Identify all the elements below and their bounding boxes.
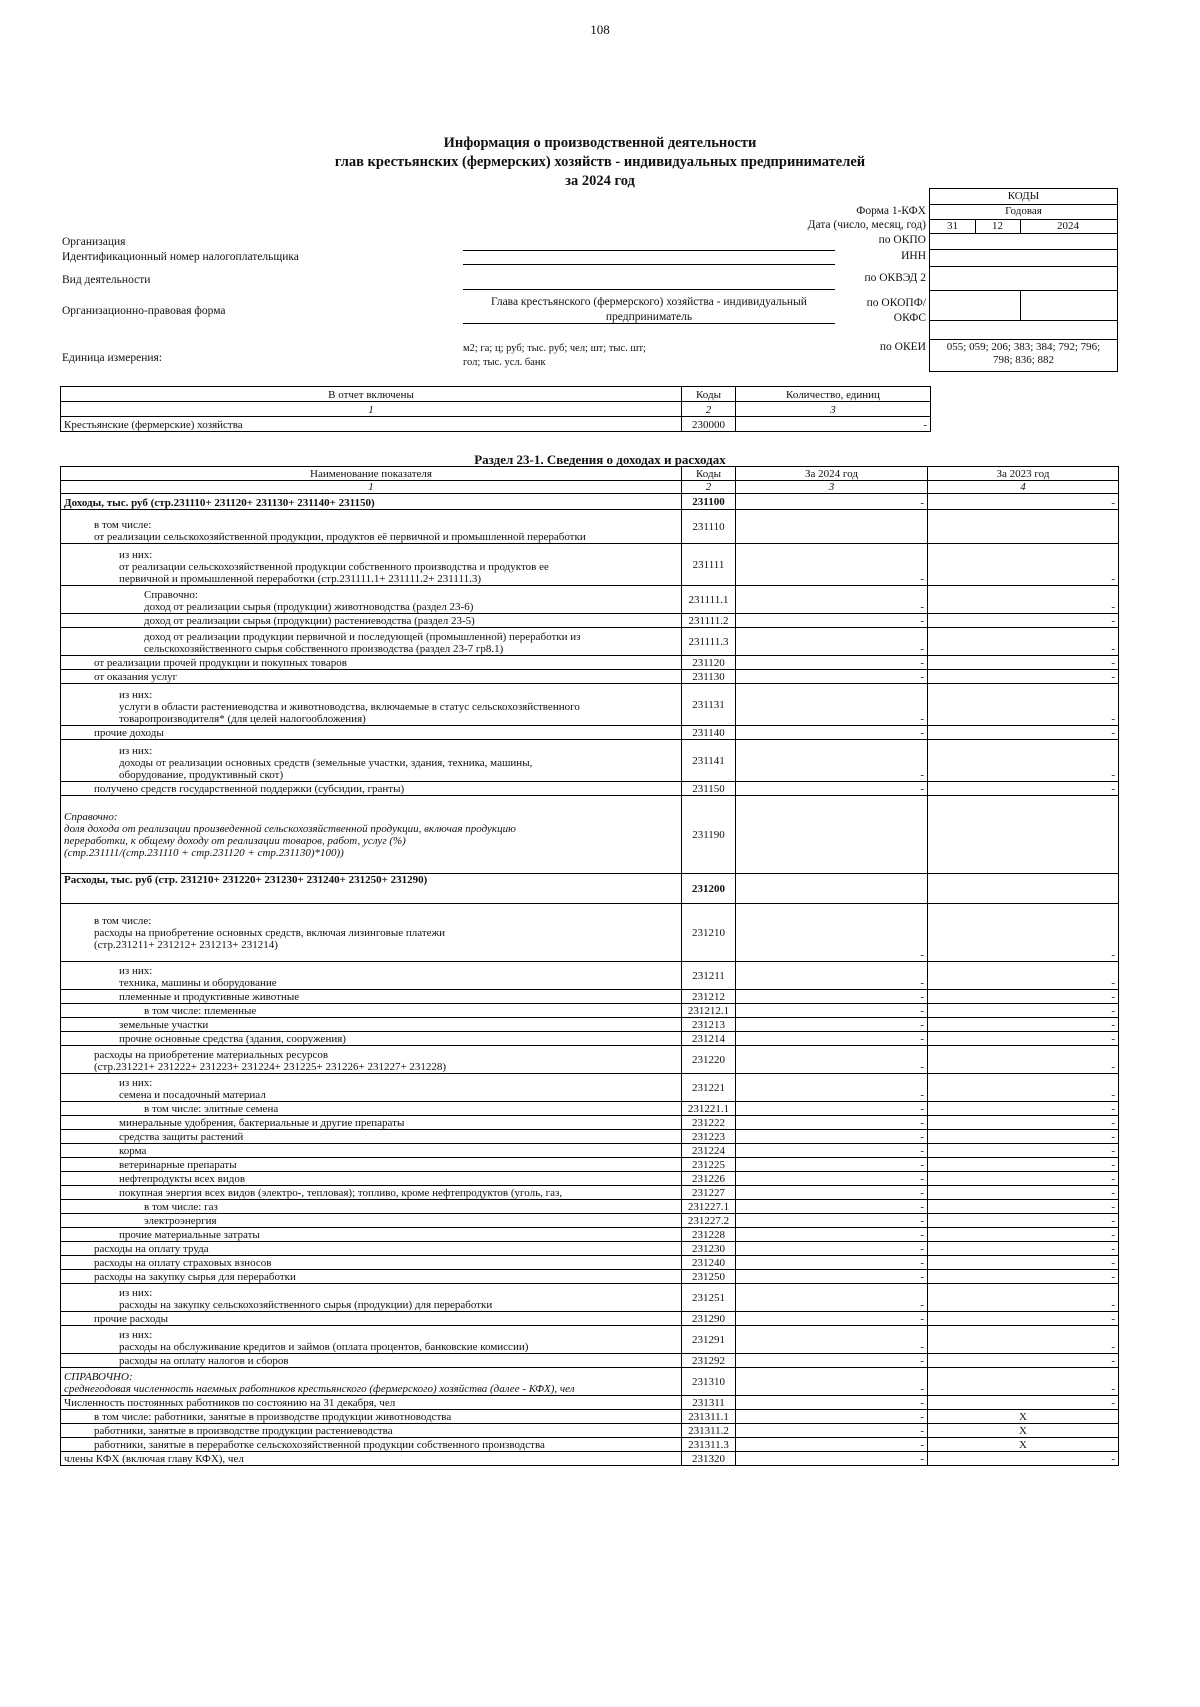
okei-value-2: 798; 836; 882 [992, 354, 1055, 366]
row-code: 231130 [682, 670, 736, 684]
row-value-2024: - [736, 1074, 928, 1102]
row-code: 231110 [682, 510, 736, 544]
row-value-2024: - [736, 1200, 928, 1214]
report-title-line-3: за 2024 год [565, 173, 635, 189]
row-name: Доходы, тыс. руб (стр.231110+ 231120+ 231130+ 231140+ 231150) [61, 494, 682, 510]
table-row [61, 904, 1119, 962]
row-code: 231310 [682, 1368, 736, 1396]
row-value-2024: - [736, 904, 928, 962]
row-name: в том числе: расходы на приобретение основных средств, включая лизинговые платежи (стр.231211+ 231212+ 231213+ 231214) [61, 904, 682, 962]
income-expense-table [60, 466, 1119, 1466]
row-name: из них: расходы на закупку сельскохозяйственного сырья (продукции) для переработки [61, 1284, 682, 1312]
row-code: 231150 [682, 782, 736, 796]
main-header-name: Наименование показателя [61, 467, 682, 481]
col-num: 1 [61, 402, 682, 417]
included-number-row [61, 402, 931, 417]
row-code: 231251 [682, 1284, 736, 1312]
date-day: 31 [947, 220, 958, 232]
row-code: 231225 [682, 1158, 736, 1172]
row-value-2023: - [928, 1452, 1119, 1466]
row-code: 231200 [682, 874, 736, 904]
table-row [61, 1256, 1119, 1270]
row-value-2023 [928, 796, 1119, 874]
row-name: от оказания услуг [61, 670, 682, 684]
row-value-2024: - [736, 1228, 928, 1242]
row-code: 231250 [682, 1270, 736, 1284]
row-code: 231141 [682, 740, 736, 782]
row-value-2023: - [928, 1186, 1119, 1200]
row-value-2024: - [736, 656, 928, 670]
table-row [61, 990, 1119, 1004]
table-row [61, 1424, 1119, 1438]
table-row [61, 782, 1119, 796]
row-code: 231131 [682, 684, 736, 726]
row-value-2023: - [928, 1074, 1119, 1102]
table-row [61, 1032, 1119, 1046]
row-value-2024: - [736, 1242, 928, 1256]
row-code: 231320 [682, 1452, 736, 1466]
okei-label: по ОКЕИ [879, 341, 926, 353]
row-value-2024: - [736, 684, 928, 726]
row-name: работники, занятые в переработке сельскохозяйственной продукции собственного производства [61, 1438, 682, 1452]
row-value-2023: - [928, 494, 1119, 510]
row-value-2023: - [928, 1158, 1119, 1172]
table-row [61, 1144, 1119, 1158]
row-name: прочие расходы [61, 1312, 682, 1326]
row-name: расходы на оплату страховых взносов [61, 1256, 682, 1270]
row-name: прочие материальные затраты [61, 1228, 682, 1242]
main-number-row [61, 481, 1119, 494]
row-code: 231240 [682, 1256, 736, 1270]
row-value-2023: - [928, 962, 1119, 990]
row-name: Расходы, тыс. руб (стр. 231210+ 231220+ 231230+ 231240+ 231250+ 231290) [61, 874, 682, 904]
row-name: в том числе: работники, занятые в производстве продукции животноводства [61, 1410, 682, 1424]
organization-label: Организация [62, 236, 126, 248]
okpo-label: по ОКПО [878, 234, 926, 246]
row-name: Справочно: доля дохода от реализации произведенной сельскохозяйственной продукции, включая продукцию переработки, к общему доходу от реализации товаров, работ, услуг (%) (стр.231111/(стр.231110 + стр.231120 + стр.231130)*100)) [61, 796, 682, 874]
row-value-2024: - [736, 1424, 928, 1438]
row-value-2023: - [928, 1284, 1119, 1312]
main-header-row [61, 467, 1119, 481]
row-value-2024: - [736, 586, 928, 614]
row-value-2023: - [928, 1200, 1119, 1214]
table-row [61, 1438, 1119, 1452]
row-value-2023: - [928, 1102, 1119, 1116]
row-code: 231120 [682, 656, 736, 670]
table-row [61, 1312, 1119, 1326]
row-value-2024: - [736, 1172, 928, 1186]
row-value-2024: - [736, 990, 928, 1004]
row-name: расходы на приобретение материальных ресурсов (стр.231221+ 231222+ 231223+ 231224+ 231225+ 231226+ 231227+ 231228) [61, 1046, 682, 1074]
row-value-2023: - [928, 684, 1119, 726]
row-value-2023: - [928, 1368, 1119, 1396]
table-row [61, 586, 1119, 614]
col-num: 2 [682, 481, 736, 494]
table-row [61, 1396, 1119, 1410]
row-value-2024: - [736, 1438, 928, 1452]
table-row [61, 1452, 1119, 1466]
row-code: 231230 [682, 1242, 736, 1256]
table-row [61, 1074, 1119, 1102]
row-value-2024: - [736, 1270, 928, 1284]
row-code: 231227.1 [682, 1200, 736, 1214]
row-name: расходы на оплату налогов и сборов [61, 1354, 682, 1368]
row-name: от реализации прочей продукции и покупных товаров [61, 656, 682, 670]
row-value-2024: - [736, 1018, 928, 1032]
table-row [61, 1102, 1119, 1116]
row-value-2024: - [736, 962, 928, 990]
date-label: Дата (число, месяц, год) [807, 219, 926, 231]
row-value-2024: - [736, 544, 928, 586]
row-value-2023: - [928, 726, 1119, 740]
row-value-2024: - [736, 1046, 928, 1074]
unit-value-1: м2; га; ц; руб; тыс. руб; чел; шт; тыс. шт; [463, 343, 646, 354]
row-code: 231220 [682, 1046, 736, 1074]
row-value-2024: - [736, 1312, 928, 1326]
row-code: 231291 [682, 1326, 736, 1354]
okved-label: по ОКВЭД 2 [864, 272, 926, 284]
row-code: 231292 [682, 1354, 736, 1368]
okopf-label: по ОКОПФ/ [866, 297, 926, 309]
form-value: Годовая [1005, 205, 1042, 217]
row-value-2024 [736, 796, 928, 874]
included-header-row [61, 387, 931, 402]
row-value-2024: - [736, 614, 928, 628]
row-code: 231213 [682, 1018, 736, 1032]
row-value-2023: - [928, 586, 1119, 614]
included-header-code: Коды [682, 387, 736, 402]
table-row [61, 1046, 1119, 1074]
row-name: средства защиты растений [61, 1130, 682, 1144]
table-row [61, 628, 1119, 656]
row-name: в том числе: газ [61, 1200, 682, 1214]
row-value-2023: - [928, 740, 1119, 782]
row-name: СПРАВОЧНО: среднегодовая численность наемных работников крестьянского (фермерского) хозяйства (далее - КФХ), чел [61, 1368, 682, 1396]
table-row [61, 1270, 1119, 1284]
row-value-2024: - [736, 740, 928, 782]
table-row [61, 796, 1119, 874]
activity-field [463, 289, 835, 290]
row-name: доход от реализации сырья (продукции) растениеводства (раздел 23-5) [61, 614, 682, 628]
row-value-2023: - [928, 628, 1119, 656]
table-row [61, 874, 1119, 904]
included-row-name: Крестьянские (фермерские) хозяйства [61, 417, 682, 432]
row-value-2023: - [928, 656, 1119, 670]
row-name: из них: техника, машины и оборудование [61, 962, 682, 990]
row-value-2023: - [928, 1242, 1119, 1256]
row-code: 231290 [682, 1312, 736, 1326]
row-code: 231222 [682, 1116, 736, 1130]
table-row [61, 1284, 1119, 1312]
row-value-2024: - [736, 1004, 928, 1018]
row-value-2023: - [928, 1312, 1119, 1326]
unit-value-2: гол; тыс. усл. банк [463, 357, 546, 368]
row-value-2023: - [928, 1144, 1119, 1158]
row-value-2024: - [736, 726, 928, 740]
row-name: расходы на оплату труда [61, 1242, 682, 1256]
row-value-2024: - [736, 1116, 928, 1130]
table-row [61, 510, 1119, 544]
table-row [61, 1200, 1119, 1214]
row-name: покупная энергия всех видов (электро-, тепловая); топливо, кроме нефтепродуктов (уголь, газ, [61, 1186, 682, 1200]
row-name: из них: семена и посадочный материал [61, 1074, 682, 1102]
row-value-2023: - [928, 1130, 1119, 1144]
row-name: минеральные удобрения, бактериальные и другие препараты [61, 1116, 682, 1130]
table-row [61, 1116, 1119, 1130]
row-name: племенные и продуктивные животные [61, 990, 682, 1004]
row-value-2023: X [928, 1438, 1119, 1452]
form-label: Форма 1-КФХ [856, 205, 926, 217]
row-name: расходы на закупку сырья для переработки [61, 1270, 682, 1284]
row-value-2023: - [928, 1046, 1119, 1074]
row-name: из них: доходы от реализации основных средств (земельные участки, здания, техника, машины, оборудование, продуктивный скот) [61, 740, 682, 782]
section-title: Раздел 23-1. Сведения о доходах и расходах [474, 452, 726, 467]
okfs-label: ОКФС [893, 312, 926, 324]
row-code: 231140 [682, 726, 736, 740]
row-value-2024: - [736, 628, 928, 656]
row-value-2023: - [928, 1396, 1119, 1410]
row-name: земельные участки [61, 1018, 682, 1032]
row-value-2024 [736, 510, 928, 544]
table-row [61, 494, 1119, 510]
row-name: Численность постоянных работников по состоянию на 31 декабря, чел [61, 1396, 682, 1410]
table-row [61, 740, 1119, 782]
row-value-2024: - [736, 1032, 928, 1046]
row-value-2024: - [736, 1186, 928, 1200]
table-row [61, 1326, 1119, 1354]
row-name: электроэнергия [61, 1214, 682, 1228]
table-row [61, 614, 1119, 628]
row-value-2023 [928, 874, 1119, 904]
page-number: 108 [590, 22, 610, 37]
row-value-2023: - [928, 1326, 1119, 1354]
row-code: 231212 [682, 990, 736, 1004]
row-value-2023: - [928, 990, 1119, 1004]
row-code: 231100 [682, 494, 736, 510]
row-value-2024: - [736, 1410, 928, 1424]
row-value-2023: - [928, 1354, 1119, 1368]
row-value-2024: - [736, 1158, 928, 1172]
row-code: 231190 [682, 796, 736, 874]
included-row-qty: - [736, 417, 931, 432]
row-value-2024: - [736, 1284, 928, 1312]
row-code: 231227 [682, 1186, 736, 1200]
row-value-2023: - [928, 544, 1119, 586]
row-value-2023: - [928, 614, 1119, 628]
row-value-2023: - [928, 1018, 1119, 1032]
row-value-2024: - [736, 1452, 928, 1466]
table-row [61, 1018, 1119, 1032]
row-code: 231111.3 [682, 628, 736, 656]
row-code: 231111.1 [682, 586, 736, 614]
row-code: 231111 [682, 544, 736, 586]
row-code: 231210 [682, 904, 736, 962]
row-name: в том числе: племенные [61, 1004, 682, 1018]
table-row [61, 1172, 1119, 1186]
row-value-2023: - [928, 1172, 1119, 1186]
row-code: 231211 [682, 962, 736, 990]
row-code: 231111.2 [682, 614, 736, 628]
table-row [61, 656, 1119, 670]
row-code: 231228 [682, 1228, 736, 1242]
row-value-2024: - [736, 1256, 928, 1270]
included-header-qty: Количество, единиц [736, 387, 931, 402]
row-name: члены КФХ (включая главу КФХ), чел [61, 1452, 682, 1466]
unit-label: Единица измерения: [62, 352, 163, 364]
activity-label: Вид деятельности [62, 274, 151, 286]
row-code: 231311.2 [682, 1424, 736, 1438]
table-row [61, 1354, 1119, 1368]
codes-box [929, 188, 1118, 372]
table-row [61, 1368, 1119, 1396]
row-name: Справочно: доход от реализации сырья (продукции) животноводства (раздел 23-6) [61, 586, 682, 614]
inn-field [463, 264, 835, 265]
row-name: из них: услуги в области растениеводства и животноводства, включаемые в статус сельскохозяйственного товаропроизводителя* (для целей налогообложения) [61, 684, 682, 726]
row-code: 231214 [682, 1032, 736, 1046]
row-code: 231311 [682, 1396, 736, 1410]
row-value-2024 [736, 874, 928, 904]
table-row [61, 544, 1119, 586]
row-value-2023 [928, 510, 1119, 544]
table-row [61, 1214, 1119, 1228]
table-row [61, 670, 1119, 684]
row-code: 231311.1 [682, 1410, 736, 1424]
main-header-2024: За 2024 год [736, 467, 928, 481]
row-name: прочие доходы [61, 726, 682, 740]
row-code: 231227.2 [682, 1214, 736, 1228]
row-name: в том числе: элитные семена [61, 1102, 682, 1116]
main-header-2023: За 2023 год [928, 467, 1119, 481]
col-num: 3 [736, 481, 928, 494]
row-name: получено средств государственной поддержки (субсидии, гранты) [61, 782, 682, 796]
table-row [61, 1130, 1119, 1144]
row-value-2024: - [736, 494, 928, 510]
row-value-2023: - [928, 904, 1119, 962]
row-value-2024: - [736, 782, 928, 796]
row-name: из них: от реализации сельскохозяйственной продукции собственного производства и продуктов ее первичной и промышленной переработки (стр.231111.1+ 231111.2+ 231111.3) [61, 544, 682, 586]
row-value-2023: - [928, 670, 1119, 684]
date-year: 2024 [1057, 220, 1079, 232]
row-code: 231221 [682, 1074, 736, 1102]
row-name: из них: расходы на обслуживание кредитов и займов (оплата процентов, банковские комиссии) [61, 1326, 682, 1354]
row-value-2023: - [928, 1256, 1119, 1270]
table-row [61, 684, 1119, 726]
table-row [61, 726, 1119, 740]
included-row-code: 230000 [682, 417, 736, 432]
col-num: 4 [928, 481, 1119, 494]
row-value-2023: - [928, 1270, 1119, 1284]
row-value-2023: - [928, 782, 1119, 796]
row-value-2024: - [736, 1396, 928, 1410]
row-name: доход от реализации продукции первичной и последующей (промышленной) переработки из сельскохозяйственного сырья собственного производства (раздел 23-7 гр8.1) [61, 628, 682, 656]
col-num: 2 [682, 402, 736, 417]
row-value-2023: - [928, 1228, 1119, 1242]
row-value-2023: X [928, 1424, 1119, 1438]
row-value-2024: - [736, 1368, 928, 1396]
report-title-line-2: глав крестьянских (фермерских) хозяйств - индивидуальных предпринимателей [334, 154, 866, 170]
legal-form-label: Организационно-правовая форма [62, 305, 226, 317]
table-row [61, 1186, 1119, 1200]
row-value-2024: - [736, 1354, 928, 1368]
table-row [61, 1410, 1119, 1424]
row-name: ветеринарные препараты [61, 1158, 682, 1172]
row-value-2023: X [928, 1410, 1119, 1424]
row-value-2024: - [736, 670, 928, 684]
table-row [61, 1004, 1119, 1018]
row-value-2024: - [736, 1144, 928, 1158]
organization-field [463, 250, 835, 251]
codes-title: КОДЫ [1007, 190, 1040, 202]
row-name: корма [61, 1144, 682, 1158]
row-value-2024: - [736, 1102, 928, 1116]
okei-value-1: 055; 059; 206; 383; 384; 792; 796; [946, 341, 1101, 353]
col-num: 1 [61, 481, 682, 494]
row-name: нефтепродукты всех видов [61, 1172, 682, 1186]
row-value-2023: - [928, 1214, 1119, 1228]
row-name: в том числе: от реализации сельскохозяйственной продукции, продуктов её первичной и промышленной переработки [61, 510, 682, 544]
row-code: 231226 [682, 1172, 736, 1186]
table-row [61, 1158, 1119, 1172]
row-code: 231224 [682, 1144, 736, 1158]
legal-form-value-1: Глава крестьянского (фермерского) хозяйства - индивидуальный [491, 296, 807, 308]
row-value-2023: - [928, 1032, 1119, 1046]
row-name: работники, занятые в производстве продукции растениеводства [61, 1424, 682, 1438]
main-header-code: Коды [682, 467, 736, 481]
included-header-name: В отчет включены [61, 387, 682, 402]
included-row [61, 417, 931, 432]
row-code: 231311.3 [682, 1438, 736, 1452]
inn-org-label: Идентификационный номер налогоплательщика [62, 251, 299, 263]
row-value-2024: - [736, 1214, 928, 1228]
table-row [61, 962, 1119, 990]
col-num: 3 [736, 402, 931, 417]
row-value-2023: - [928, 1116, 1119, 1130]
date-month: 12 [992, 220, 1003, 232]
row-value-2023: - [928, 1004, 1119, 1018]
legal-form-value-2: предприниматель [463, 311, 835, 324]
row-name: прочие основные средства (здания, сооружения) [61, 1032, 682, 1046]
included-table [60, 386, 931, 432]
table-row [61, 1228, 1119, 1242]
row-value-2024: - [736, 1130, 928, 1144]
row-value-2024: - [736, 1326, 928, 1354]
row-code: 231212.1 [682, 1004, 736, 1018]
table-row [61, 1242, 1119, 1256]
report-title-line-1: Информация о производственной деятельности [443, 135, 757, 151]
row-code: 231223 [682, 1130, 736, 1144]
inn-label: ИНН [901, 250, 926, 262]
row-code: 231221.1 [682, 1102, 736, 1116]
